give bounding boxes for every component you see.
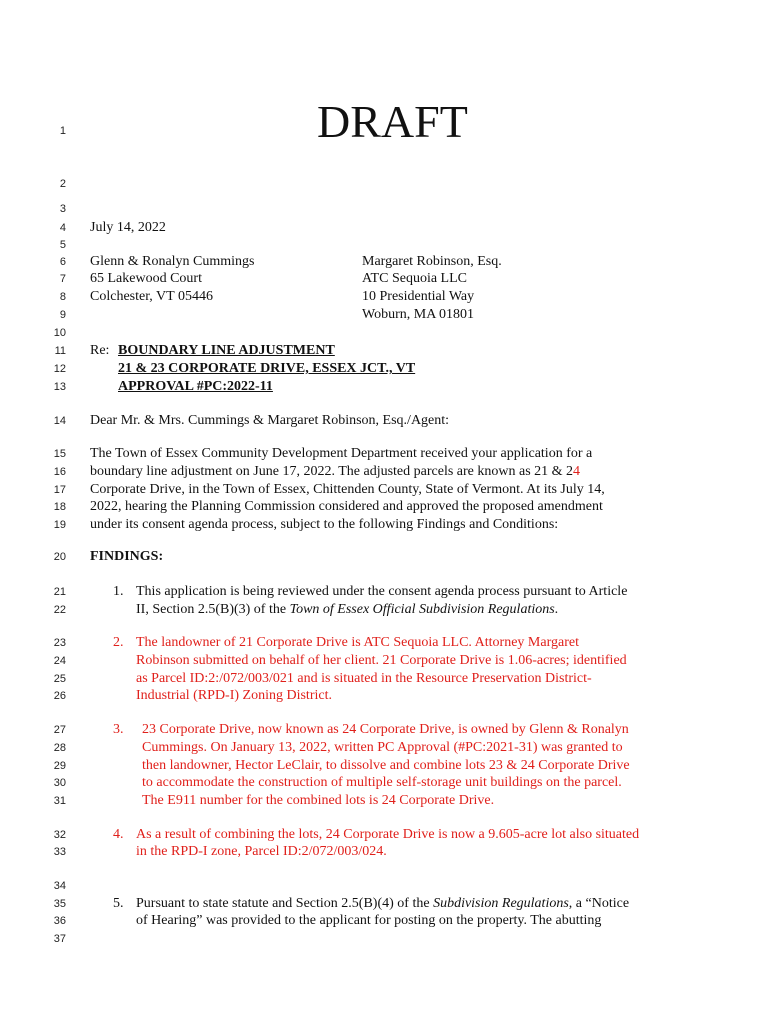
line-number: 28 [53,742,66,754]
re-subject-line: APPROVAL #PC:2022-11 [118,379,273,394]
line-number: 5 [59,239,66,251]
finding-line: Industrial (RPD-I) Zoning District. [136,688,332,703]
line-number: 12 [53,363,66,375]
finding-line: then landowner, Hector LeClair, to dissolve and combine lots 23 & 24 Corporate Drive [142,758,630,773]
recipient-street: 10 Presidential Way [362,289,475,304]
finding-number: 3. [113,722,124,737]
finding-line: The E911 number for the combined lots is 24 Corporate Drive. [142,793,495,808]
line-number: 10 [53,327,66,339]
line-number: 13 [53,381,66,393]
findings-heading: FINDINGS: [90,549,164,564]
text-run: , a “Notice [568,896,630,911]
line-number: 29 [53,760,66,772]
line-number: 23 [53,637,66,649]
finding-line [136,895,629,913]
line-number: 33 [53,846,66,858]
line-number: 3 [59,203,66,215]
paragraph-line: Corporate Drive, in the Town of Essex, Chittenden County, State of Vermont. At its July 14, [90,482,605,497]
line-number: 37 [53,933,66,945]
recipient-city: Woburn, MA 01801 [362,307,475,322]
line-number: 24 [53,655,66,667]
text-run: Pursuant to state statute and Section 2.5(B)(4) of the [136,896,434,911]
finding-line: Cummings. On January 13, 2022, written PC Approval (#PC:2021-31) was granted to [142,740,623,755]
line-number: 11 [54,345,66,357]
line-number: 26 [53,690,66,702]
finding-line: as Parcel ID:2:/072/003/021 and is situated in the Resource Preservation District- [136,671,592,686]
line-number: 14 [53,415,66,427]
letter-date: July 14, 2022 [90,220,166,235]
salutation: Dear Mr. & Mrs. Cummings & Margaret Robinson, Esq./Agent: [90,413,450,428]
line-number: 35 [53,898,66,910]
line-number: 8 [59,291,66,303]
line-number: 7 [59,273,66,285]
finding-line: to accommodate the construction of multiple self-storage unit buildings on the parcel. [142,775,622,790]
paragraph-line: The Town of Essex Community Development Department received your application for a [90,446,593,461]
line-number: 1 [59,125,66,137]
line-number: 34 [53,880,66,892]
line-number: 22 [53,604,66,616]
draft-heading: DRAFT [317,96,468,147]
line-number: 15 [53,448,66,460]
text-run: boundary line adjustment on June 17, 2022. The adjusted parcels are known as 21 & 2 [90,464,574,479]
finding-line: of Hearing” was provided to the applicant for posting on the property. The abutting [136,913,602,928]
finding-line: 23 Corporate Drive, now known as 24 Corporate Drive, is owned by Glenn & Ronalyn [142,722,629,737]
line-number: 18 [53,501,66,513]
line-number: 36 [53,915,66,927]
recipient-street: 65 Lakewood Court [90,271,202,286]
finding-number: 2. [113,635,124,650]
line-number: 31 [53,795,66,807]
line-number: 4 [59,222,66,234]
re-subject-line: BOUNDARY LINE ADJUSTMENT [118,343,335,358]
finding-line: This application is being reviewed under the consent agenda process pursuant to Article [136,584,628,599]
finding-line: Robinson submitted on behalf of her client. 21 Corporate Drive is 1.06-acres; identified [136,653,627,668]
text-run: . [554,602,559,617]
line-number: 20 [53,551,66,563]
finding-line [136,601,558,619]
recipient-name: Margaret Robinson, Esq. [362,254,502,269]
text-run: II, Section 2.5(B)(3) of the [136,602,290,617]
regulation-title: Subdivision Regulations [433,896,569,911]
re-label: Re: [90,343,110,358]
paragraph-line: under its consent agenda process, subject to the following Findings and Conditions: [90,517,559,532]
re-subject-line: 21 & 23 CORPORATE DRIVE, ESSEX JCT., VT [118,361,416,376]
finding-number: 5. [113,896,124,911]
line-number: 27 [53,724,66,736]
recipient-company: ATC Sequoia LLC [362,271,467,286]
paragraph-line [90,463,580,481]
regulation-title: Town of Essex Official Subdivision Regulations [289,602,555,617]
line-number: 21 [53,586,66,598]
line-number: 16 [53,466,66,478]
line-number: 30 [53,777,66,789]
recipient-name: Glenn & Ronalyn Cummings [90,254,255,269]
line-number: 25 [53,673,66,685]
finding-line: As a result of combining the lots, 24 Corporate Drive is now a 9.605-acre lot also situated [136,827,640,842]
line-number: 6 [59,256,66,268]
finding-line: in the RPD-I zone, Parcel ID:2/072/003/024. [136,844,387,859]
paragraph-line: 2022, hearing the Planning Commission considered and approved the proposed amendment [90,499,603,514]
line-number: 2 [59,178,66,190]
line-number: 19 [53,519,66,531]
finding-number: 1. [113,584,124,599]
revised-text: 4 [573,464,581,479]
line-number: 32 [53,829,66,841]
finding-number: 4. [113,827,124,842]
finding-line: The landowner of 21 Corporate Drive is ATC Sequoia LLC. Attorney Margaret [136,635,579,650]
line-number: 17 [53,484,66,496]
recipient-city: Colchester, VT 05446 [90,289,213,304]
line-number: 9 [59,309,66,321]
